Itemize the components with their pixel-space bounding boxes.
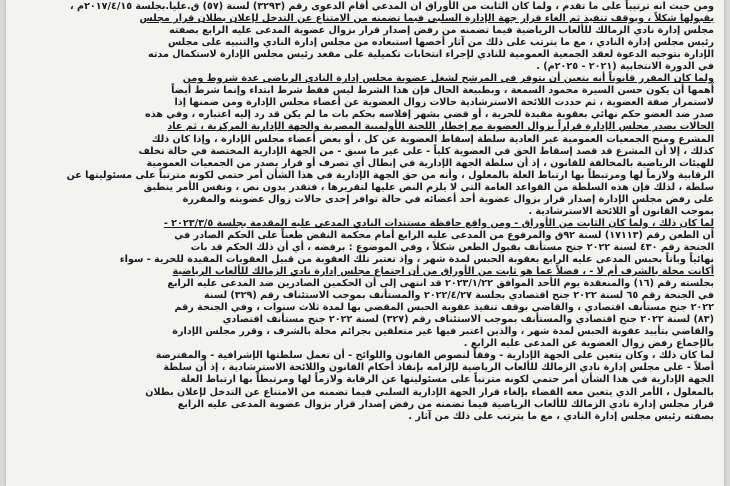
document-line bbox=[16, 158, 714, 170]
document-line-text: أصلاً - على مجلس إدارة نادي الزمالك للألعاب الرياضية لإلزامه بإنفاذ أحكام القانون واللائحة الاسترشادية ، إذ أن سلطة bbox=[163, 362, 714, 374]
document-line bbox=[16, 278, 714, 290]
document-body bbox=[16, 1, 714, 486]
document-line bbox=[16, 1, 714, 13]
document-line bbox=[16, 350, 714, 362]
document-line-text: والقاضي بتأييد عقوبة الحبس لمدة شهر ، والذين اعتبر فيها غير متعلقين بجرائم مخلة بالشرف ، وقرر مجلس الإدارة bbox=[172, 326, 714, 338]
document-line bbox=[16, 97, 714, 109]
document-line bbox=[16, 85, 714, 97]
document-line bbox=[16, 362, 714, 374]
document-line bbox=[16, 146, 714, 158]
document-line bbox=[16, 194, 714, 206]
document-line bbox=[16, 25, 714, 37]
document-line-text: ٢٠٢٢ جنح مستأنف اقتصادي ، والقاضي بوقف تنفيذ عقوبة الحبس المقضي بها لمدة ثلاث سنوات ، وفي الجنحة رقم bbox=[174, 302, 714, 314]
document-line-text: على رفض مجلس الإدارة إصدار قرار بزوال عضوية أحد أعضائه في حالة توافر إحدى حالات زوال عضويته والمقررة bbox=[182, 193, 714, 205]
document-line-text: في الدورة الانتخابية (٢٠٢١ - ٢٠٢٥م) . bbox=[536, 61, 714, 73]
document-line bbox=[16, 61, 714, 73]
document-line-text: سلطة ، لذلك فإن هذه السلطة من القواعد العامة التي لا يلزم النص عليها لتقريرها ، فتقدر بدون نص ، ونفس الأمر ينطبق bbox=[143, 181, 714, 193]
document-line bbox=[16, 399, 714, 411]
document-line-text: أكانت مخلة بالشرف أم لا - ، فضلاً عما هو ثابت من الأوراق من أن اجتماع مجلس إدارة نادي الزمالك للألعاب الرياضية bbox=[172, 266, 714, 278]
document-line bbox=[16, 411, 714, 423]
document-line-text: أهمها أن يكون حسن السيرة محمود السمعة ، وبطبيعة الحال فإن هذا الشرط ليس فقط شرط ابتداء وإنما شرط أيضاً bbox=[171, 85, 714, 97]
document-line-text: بصفته رئيس مجلس إدارة النادي ، مع ما يترتب على ذلك من آثار . bbox=[408, 410, 714, 422]
document-line-text: للهيئات الرياضية بالمخالفة للقانون ، إذ أن سلطة الجهة الإدارية في إبطال أي تصرف أو قرار يصدر من الجمعيات العمومية bbox=[146, 157, 714, 169]
document-line bbox=[16, 49, 714, 61]
document-line-text: (٨٣) لسنة ٢٠٢٢ جنح اقتصادي والمستأنف بموجب الاستئناف رقم (٣٢٧) لسنة ٢٠٢٢ جنح مستأنف اقتصادي bbox=[222, 314, 714, 326]
document-line-text: كذلك ، إلا أن المشرع قد قصد إسقاط الحق في العضوية كلياً - على غير ما سبق - من الجهة الإدارية المختصة في حالة تخلف bbox=[138, 145, 714, 157]
document-line-text: بالإجماع رفض زوال العضوية عن المدعى عليه الرابع . bbox=[463, 338, 714, 350]
document-line bbox=[16, 290, 714, 302]
document-line bbox=[16, 314, 714, 326]
document-line-text: صدر ضد العضو حكم نهائي بعقوبة مقيدة للحرية ، أو قضي بشهر إفلاسه بحكم بات ما لم يكن قد رد إليه اعتباره ، وفي هذه bbox=[145, 109, 714, 121]
document-line bbox=[16, 109, 714, 121]
document-page bbox=[6, 0, 724, 486]
document-line bbox=[16, 170, 714, 182]
document-line bbox=[16, 302, 714, 314]
document-line-text: الحالات يصدر مجلس الإدارة قراراً بزوال العضوية مع إخطار اللجنة الأولمبية المصرية والجهة الإدارية المركزية ، ثم عاد bbox=[167, 121, 714, 133]
document-line bbox=[16, 338, 714, 350]
document-line bbox=[16, 374, 714, 386]
document-line bbox=[16, 266, 714, 278]
document-line-text: نهائياً وباتاً بحبس المدعى عليه الرابع بعقوبة الحبس لمدة شهر ، وإذ تعتبر تلك العقوبة من قبيل العقوبات المقيدة للحرية - سواء bbox=[119, 253, 714, 265]
document-line-text: بجلسته رقم (١٦) والمنعقدة يوم الأحد الموافق ٢٠٢٣/١/٢٢ قد انتهى إلى أن الحكمين الصادرين ضد المدعى عليه الرابع bbox=[167, 278, 714, 290]
document-line bbox=[16, 206, 714, 218]
document-line-text: في الجنحة رقم ٦٥ لسنة ٢٠٢٢ جنح اقتصادي بجلسة ٢٠٢٢/٤/٢٧ والمستأنف بموجب الاستئناف رقم (٣٢٩) لسنة bbox=[203, 290, 714, 302]
document-line-text: ومن حيث انه ترتيباً على ما تقدم ، ولما كان الثابت من الأوراق ان المدعي أقام الدعوى رقم (٣٢٩٣) لسنة (٥٧) ق.عليا.بجلسة ٢٠١٧/٤/١٥م ، bbox=[70, 1, 714, 12]
document-line-text: الجهة الإدارية في هذا الشأن أمر حتمي لكونه مترتباً على مسئوليتها عن الرقابة ولازماً لها ومرتبطاً بها ارتباط العلة bbox=[180, 374, 714, 386]
document-line bbox=[16, 13, 714, 25]
document-line-text: لما كان ذلك ، وكان يتعين على الجهة الإدارية - وفقاً لنصوص القانون واللوائح - أن تعمل سلطتها الإشرافية - والمفترضة bbox=[155, 350, 714, 362]
document-line-text: مجلس إدارة نادي الزمالك للألعاب الرياضية فيما تضمنه من رفض إصدار قرار بزوال عضوية المدعى عليه الرابع بصفته bbox=[169, 25, 714, 37]
document-line-text: الرقابية ولازماً لها ومرتبطاً بها ارتباط العلة بالمعلول ، وأنه من حق الجهة الإدارية في هذا الشأن أمر حتمي لكونه مترتباً على مسئوليتها عن bbox=[66, 169, 714, 181]
document-line-text: بقبولها شكلاً ، ويوقف تنفيذ ثم الغاء قرار جهة الإدارة السلبي فيما تضمنه من الامتناع عن التدخل لإعلان بطلان قرار مجلس bbox=[139, 13, 714, 25]
document-line bbox=[16, 387, 714, 399]
document-line-text: قرار مجلس إدارة نادي الزمالك للألعاب الرياضية فيما تضمنه من رفض إصدار قرار بزوال عضوية المدعى عليه الرابع bbox=[177, 398, 714, 410]
document-line-text: المشرع ومنح الجمعيات العمومية غير العادية سلطة إسقاط العضوية عن كل ، أو بعض أعضاء مجلس الإدارة ، وإذا كان ذلك bbox=[151, 133, 714, 145]
document-line-text: لاستمرار صفة العضوية ، ثم حددت اللائحة الاسترشادية حالات زوال العضوية عن أعضاء مجلس الإدارة ومن ضمنها إذا bbox=[174, 97, 714, 109]
document-line-text: رئيس مجلس إدارة النادي ، مع ما يترتب على ذلك من آثار أخصها استبعاده من مجلس إدارة النادي والتنبيه على مجلس bbox=[167, 37, 714, 49]
document-line-text: أن الطعن رقم (١٧١١٣) لسنة ٩٢ق والمرفوع من المدعى عليه الرابع أمام محكمة النقض طعناً على الحكم الصادر في bbox=[174, 229, 714, 241]
document-line bbox=[16, 182, 714, 194]
document-line-text: الجنحة رقم ٤٣٠ لسنة ٢٠٢٢ جنح مستأنف بقبول الطعن شكلاً ، وفي الموضوع : برفضه ، أي أن ذلك الحكم قد بات bbox=[190, 241, 714, 253]
document-line bbox=[16, 242, 714, 254]
document-line-text: بموجب القانون أو اللائحة الاسترشادية . bbox=[528, 205, 714, 217]
document-line-text: بالمعلول ، الأمر الذي يتعين معه القضاء بإلغاء قرار الجهة الإدارية السلبي فيما تضمنه من الامتناع عن التدخل لإعلان بطلان bbox=[145, 386, 714, 398]
document-line bbox=[16, 37, 714, 49]
document-line bbox=[16, 134, 714, 146]
document-line-text: الإدارة بتوجيه الدعوة لعقد الجمعية العمومية للنادي لإجراء انتخابات تكميلية على مقعد رئيس مجلس الإدارة لاستكمال مدته bbox=[148, 49, 714, 61]
document-line-text: ولما كان المقرر قانوناً أنه يتعين أن يتوفر في المرشح لشغل عضوية مجلس إدارة النادي الرياضي عدة شروط ومن bbox=[182, 73, 714, 85]
document-line bbox=[16, 73, 714, 85]
document-line bbox=[16, 254, 714, 266]
document-line-text: لما كان ذلك ، ولما كان الثابت من الأوراق - ومن واقع حافظة مستندات النادي المدعي عليه المقدمة بجلسة ٢٠٢٣/٣/٥ - bbox=[163, 217, 714, 229]
document-line bbox=[16, 230, 714, 242]
document-line bbox=[16, 121, 714, 133]
document-line bbox=[16, 326, 714, 338]
document-line bbox=[16, 218, 714, 230]
